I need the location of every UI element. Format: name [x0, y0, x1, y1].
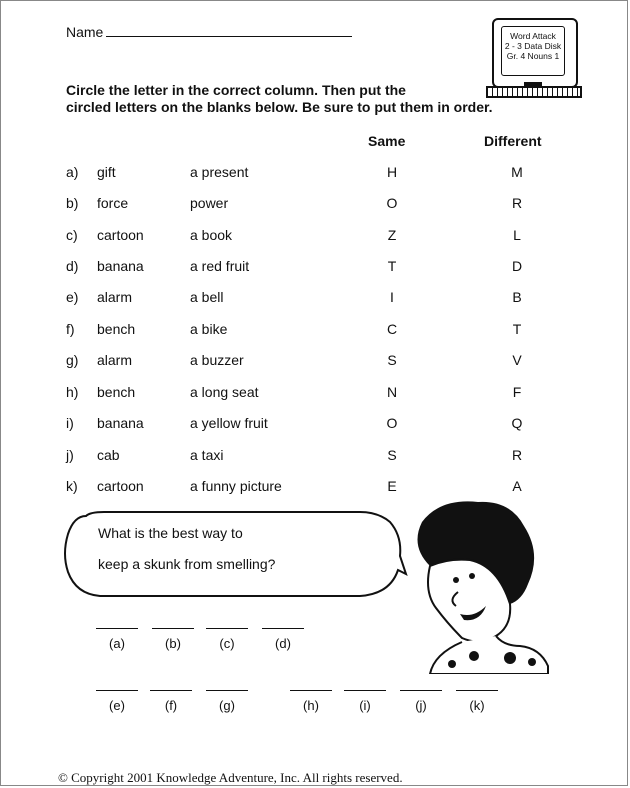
name-label: Name	[66, 24, 104, 40]
question-row	[0, 415, 630, 435]
row-word: cab	[97, 447, 120, 463]
blank-label: (k)	[469, 698, 485, 713]
blank-label: (d)	[275, 636, 291, 651]
same-option[interactable]: S	[387, 352, 397, 368]
same-option[interactable]: O	[386, 415, 398, 431]
caveman-illustration	[400, 496, 550, 674]
blank-label: (e)	[109, 698, 125, 713]
row-meaning: a yellow fruit	[190, 415, 268, 431]
different-option[interactable]: V	[512, 352, 522, 368]
blank-label: (b)	[165, 636, 181, 651]
row-letter: f)	[66, 321, 75, 337]
different-option[interactable]: D	[511, 258, 523, 274]
computer-screen	[501, 26, 565, 76]
copyright-footer: © Copyright 2001 Knowledge Adventure, Inc. All rights reserved.	[58, 770, 403, 785]
same-option[interactable]: S	[387, 447, 397, 463]
row-meaning: a bell	[190, 289, 224, 305]
screen-line: 2 - 3 Data Disk	[504, 41, 562, 51]
screen-line: Word Attack	[510, 31, 556, 41]
answer-line	[290, 690, 332, 691]
question-row	[0, 321, 630, 341]
row-meaning: a present	[190, 164, 249, 180]
different-option[interactable]: T	[512, 321, 522, 337]
row-word: alarm	[97, 289, 133, 305]
row-word: cartoon	[97, 478, 144, 494]
answer-line	[262, 628, 304, 629]
column-header-different: Different	[484, 133, 542, 149]
row-word: cartoon	[97, 227, 144, 243]
row-meaning: a buzzer	[190, 352, 244, 368]
row-letter: g)	[66, 352, 79, 368]
row-letter: b)	[66, 195, 79, 211]
different-option[interactable]: L	[513, 227, 521, 243]
row-letter: e)	[66, 289, 79, 305]
row-letter: d)	[66, 258, 79, 274]
question-row	[0, 227, 630, 247]
row-word: force	[97, 195, 129, 211]
question-row	[0, 384, 630, 404]
row-letter: k)	[66, 478, 78, 494]
different-option[interactable]: M	[511, 164, 523, 180]
name-field-line[interactable]	[106, 36, 352, 37]
row-word: bench	[97, 321, 136, 337]
same-option[interactable]: C	[386, 321, 398, 337]
question-row	[0, 258, 630, 278]
row-meaning: a book	[190, 227, 233, 243]
question-row	[0, 478, 630, 498]
answer-line	[96, 628, 138, 629]
blank-label: (g)	[219, 698, 235, 713]
same-option[interactable]: Z	[387, 227, 397, 243]
answer-line	[150, 690, 192, 691]
answer-line	[152, 628, 194, 629]
same-option[interactable]: T	[387, 258, 397, 274]
row-word: banana	[97, 258, 144, 274]
row-meaning: a long seat	[190, 384, 259, 400]
blank-label: (c)	[219, 636, 235, 651]
different-option[interactable]: F	[512, 384, 522, 400]
answer-line	[206, 690, 248, 691]
different-option[interactable]: R	[511, 195, 523, 211]
question-row	[0, 195, 630, 215]
blank-label: (a)	[109, 636, 125, 651]
row-meaning: a taxi	[190, 447, 224, 463]
row-letter: a)	[66, 164, 79, 180]
blank-label: (i)	[359, 698, 371, 713]
different-option[interactable]: R	[511, 447, 523, 463]
row-letter: i)	[66, 415, 74, 431]
blank-label: (h)	[303, 698, 319, 713]
screen-line: Gr. 4 Nouns 1	[506, 51, 560, 61]
same-option[interactable]: I	[390, 289, 394, 305]
same-option[interactable]: N	[386, 384, 398, 400]
row-meaning: a funny picture	[190, 478, 282, 494]
row-word: alarm	[97, 352, 133, 368]
row-letter: j)	[66, 447, 74, 463]
same-option[interactable]: O	[386, 195, 398, 211]
blank-label: (j)	[415, 698, 427, 713]
answer-line	[344, 690, 386, 691]
row-meaning: a bike	[190, 321, 228, 337]
different-option[interactable]: A	[512, 478, 522, 494]
different-option[interactable]: Q	[511, 415, 523, 431]
instructions	[66, 82, 506, 116]
same-option[interactable]: H	[386, 164, 398, 180]
row-word: banana	[97, 415, 144, 431]
answer-line	[96, 690, 138, 691]
question-row	[0, 352, 630, 372]
row-letter: h)	[66, 384, 79, 400]
row-letter: c)	[66, 227, 78, 243]
instructions-line: Circle the letter in the correct column. Then put the	[66, 82, 406, 98]
row-word: bench	[97, 384, 136, 400]
question-row	[0, 447, 630, 467]
blank-label: (f)	[164, 698, 178, 713]
answer-line	[206, 628, 248, 629]
row-word: gift	[97, 164, 116, 180]
riddle-line: What is the best way to	[98, 525, 243, 541]
speech-bubble	[60, 506, 408, 602]
riddle-line: keep a skunk from smelling?	[98, 556, 276, 572]
row-meaning: power	[190, 195, 229, 211]
answer-line	[456, 690, 498, 691]
row-meaning: a red fruit	[190, 258, 250, 274]
different-option[interactable]: B	[512, 289, 522, 305]
column-header-same: Same	[368, 133, 406, 149]
same-option[interactable]: E	[387, 478, 397, 494]
instructions-line: circled letters on the blanks below. Be sure to put them in order.	[66, 99, 493, 115]
monitor-icon	[492, 18, 578, 88]
question-row	[0, 289, 630, 309]
question-row	[0, 164, 630, 184]
answer-line	[400, 690, 442, 691]
